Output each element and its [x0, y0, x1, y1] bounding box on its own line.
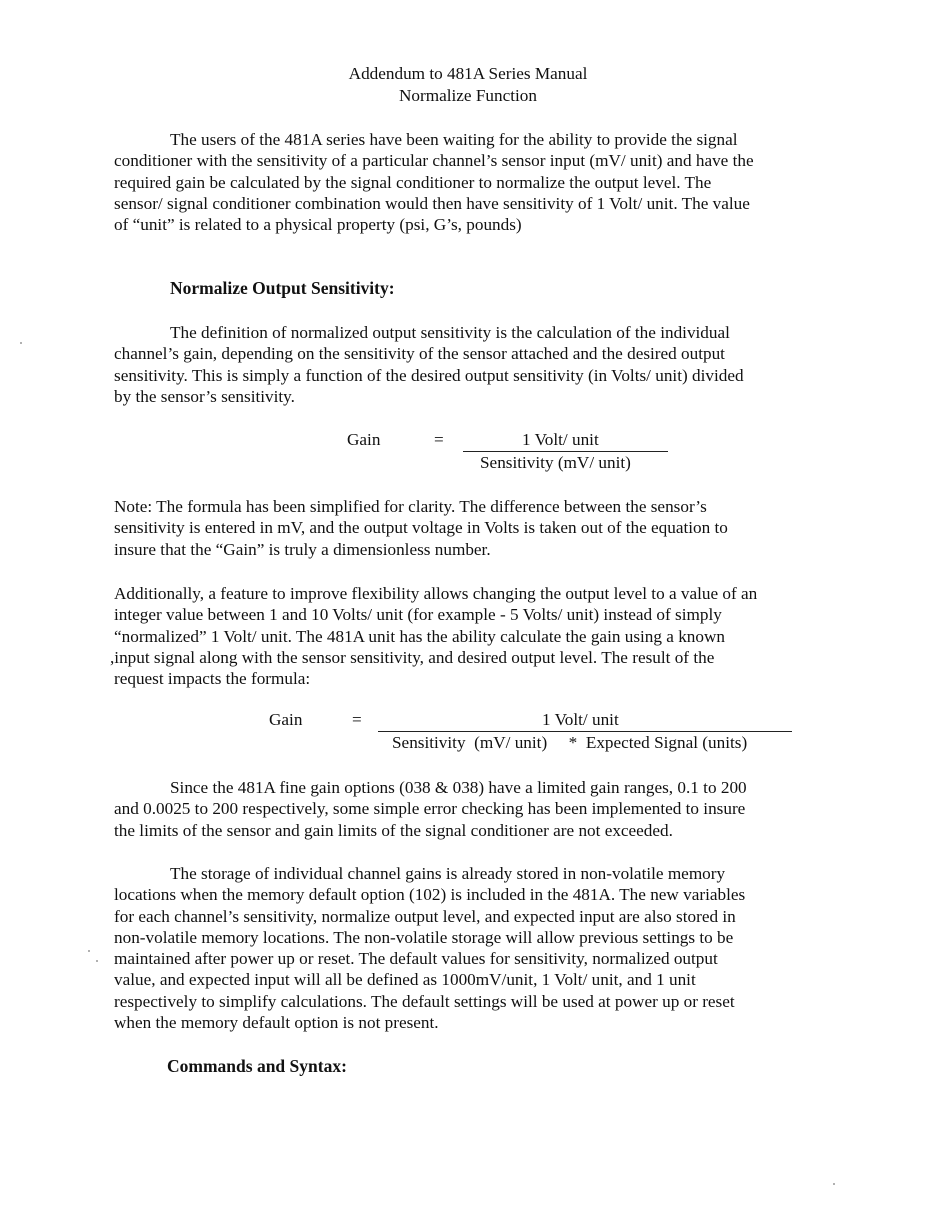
paragraph-line: sensitivity is entered in mV, and the output voltage in Volts is taken out of the equation to	[114, 518, 728, 538]
paragraph-line: non-volatile memory locations. The non-volatile storage will allow previous settings to be	[114, 927, 734, 947]
paragraph-line: and 0.0025 to 200 respectively, some simple error checking has been implemented to insure	[114, 799, 746, 819]
intro-paragraph	[114, 129, 814, 235]
paragraph-line: channel’s gain, depending on the sensitivity of the sensor attached and the desired output	[114, 344, 725, 364]
formula-lhs: Gain	[347, 430, 381, 449]
paragraph-line: Additionally, a feature to improve flexibility allows changing the output level to a value of an	[114, 584, 758, 603]
scan-speck	[833, 1183, 835, 1185]
fraction-bar	[463, 451, 668, 452]
paragraph-line: locations when the memory default option (102) is included in the 481A. The new variables	[114, 885, 746, 905]
paragraph-line: sensor/ signal conditioner combination would then have sensitivity of 1 Volt/ unit. The value	[114, 193, 750, 213]
note-paragraph	[114, 496, 814, 560]
paragraph-line: of “unit” is related to a physical property (psi, G’s, pounds)	[114, 215, 522, 235]
paragraph-line: for each channel’s sensitivity, normalize output level, and expected input are also stored in	[114, 906, 736, 926]
formula-lhs: Gain	[269, 710, 303, 729]
paragraph-line: by the sensor’s sensitivity.	[114, 386, 295, 406]
paragraph-line: The users of the 481A series have been waiting for the ability to provide the signal	[170, 130, 738, 149]
paragraph-line: Note: The formula has been simplified for clarity. The difference between the sensor’s	[114, 497, 707, 516]
paragraph-line: request impacts the formula:	[114, 669, 311, 689]
paragraph-line: sensitivity. This is simply a function of the desired output sensitivity (in Volts/ unit) divided	[114, 365, 744, 385]
definition-paragraph	[114, 322, 814, 407]
document-subtitle: Normalize Function	[399, 86, 537, 105]
paragraph-line: integer value between 1 and 10 Volts/ unit (for example - 5 Volts/ unit) instead of simply	[114, 605, 722, 625]
section-heading-normalize: Normalize Output Sensitivity:	[170, 278, 395, 298]
formula-numerator: 1 Volt/ unit	[522, 430, 599, 449]
gain-options-paragraph	[114, 777, 814, 841]
paragraph-line: respectively to simplify calculations. The default settings will be used at power up or reset	[114, 991, 735, 1011]
formula-numerator: 1 Volt/ unit	[542, 710, 619, 729]
paragraph-line: The storage of individual channel gains is already stored in non-volatile memory	[170, 864, 726, 883]
paragraph-line: “normalized” 1 Volt/ unit. The 481A unit has the ability calculate the gain using a known	[114, 626, 725, 646]
paragraph-line: when the memory default option is not present.	[114, 1013, 439, 1033]
formula-equals: =	[434, 430, 444, 449]
paragraph-line: Since the 481A fine gain options (038 & 038) have a limited gain ranges, 0.1 to 200	[170, 778, 747, 797]
paragraph-line: conditioner with the sensitivity of a particular channel’s sensor input (mV/ unit) and have the	[114, 151, 754, 171]
paragraph-line: maintained after power up or reset. The default values for sensitivity, normalized output	[114, 949, 718, 969]
scan-speck	[20, 342, 22, 344]
additional-paragraph	[110, 583, 814, 689]
paragraph-line: required gain be calculated by the signal conditioner to normalize the output level. The	[114, 172, 712, 192]
document-title: Addendum to 481A Series Manual	[348, 64, 588, 83]
scan-speck	[96, 960, 98, 962]
storage-paragraph	[114, 863, 814, 1033]
paragraph-line: The definition of normalized output sensitivity is the calculation of the individual	[170, 323, 730, 342]
scan-speck	[88, 950, 90, 952]
paragraph-line: ,input signal along with the sensor sensitivity, and desired output level. The result of the	[110, 647, 715, 667]
section-heading-commands: Commands and Syntax:	[167, 1056, 347, 1076]
fraction-bar	[378, 731, 792, 732]
paragraph-line: value, and expected input will all be defined as 1000mV/unit, 1 Volt/ unit, and 1 unit	[114, 970, 696, 990]
formula-equals: =	[352, 710, 362, 729]
formula-denominator: Sensitivity (mV/ unit) * Expected Signal (units)	[392, 733, 748, 752]
formula-denominator: Sensitivity (mV/ unit)	[480, 453, 631, 472]
paragraph-line: the limits of the sensor and gain limits of the signal conditioner are not exceeded.	[114, 820, 673, 840]
paragraph-line: insure that the “Gain” is truly a dimensionless number.	[114, 539, 491, 559]
